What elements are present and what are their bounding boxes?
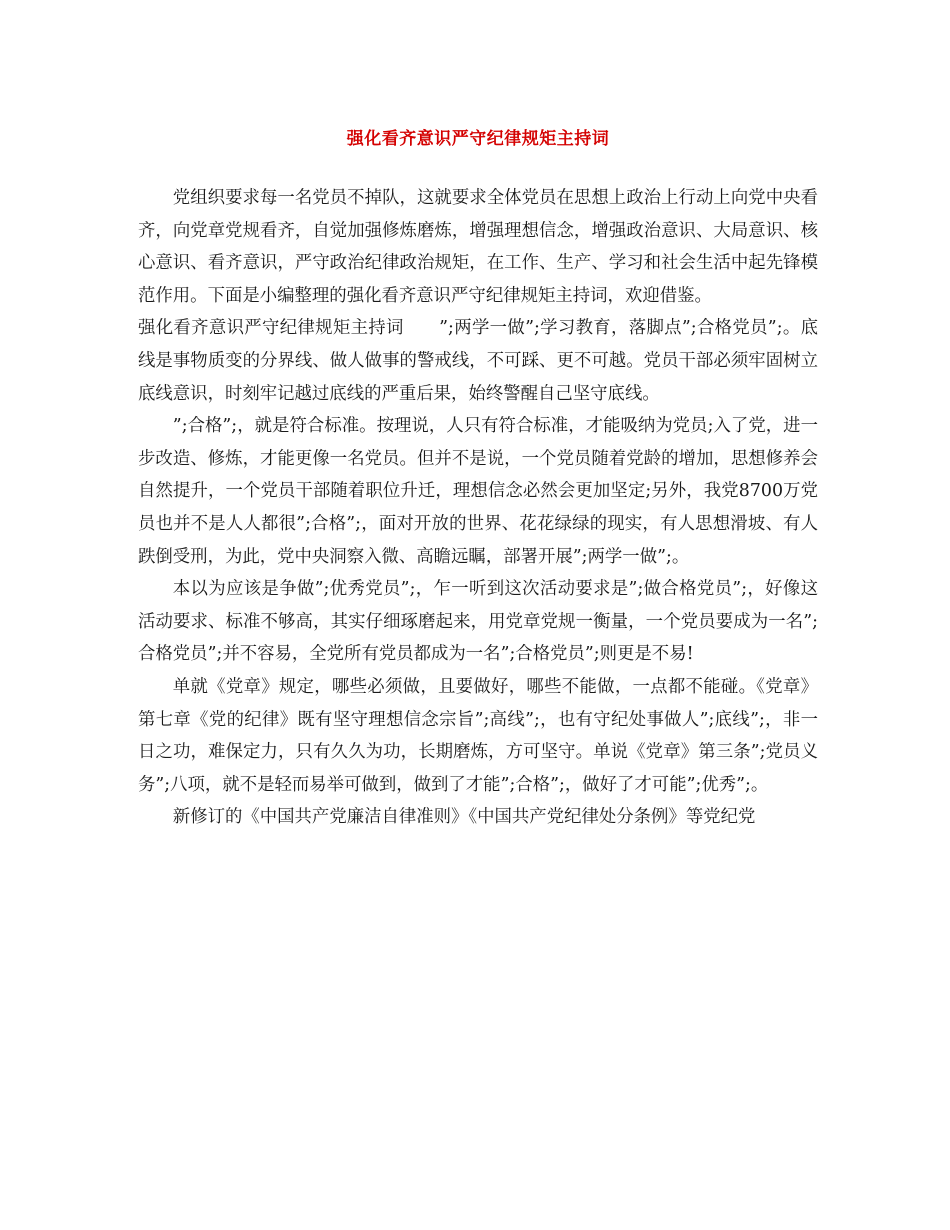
document-title: 强化看齐意识严守纪律规矩主持词	[346, 129, 610, 149]
paragraph-qualified: ”;合格”;，就是符合标准。按理说，人只有符合标准，才能吸纳为党员;入了党，进一步改造、修炼，才能更像一名党员。但并不是说，一个党员随着党龄的增加，思想修养会自然提升，一个党员干部随着职位升迁，理想信念必然会更加坚定;另外，我党8700万党员也并不是人人都很”;合格”;，面对开放的世界、花花绿绿的现实，有人思想滑坡、有人跌倒受刑，为此，党中央洞察入微、高瞻远瞩，部署开展”;两学一做”;。	[138, 416, 818, 567]
paragraph-new-regulations: 新修订的《中国共产党廉洁自律准则》《中国共产党纪律处分条例》等党纪党	[172, 807, 756, 828]
document-body	[138, 182, 818, 834]
paragraph-bottom-line: 强化看齐意识严守纪律规矩主持词 ”;两学一做”;学习教育，落脚点”;合格党员”;。底线是事物质变的分界线、做人做事的警戒线，不可踩、更不可越。党员干部必须牢固树立底线意识，时刻牢记越过底线的严重后果，始终警醒自己坚守底线。	[138, 318, 818, 404]
paragraph-excellent: 本以为应该是争做”;优秀党员”;，乍一听到这次活动要求是”;做合格党员”;，好像这活动要求、标准不够高，其实仔细琢磨起来，用党章党规一衡量，一个党员要成为一名”;合格党员”;并不容易，全党所有党员都成为一名”;合格党员”;则更是不易!	[138, 579, 818, 665]
paragraph-party-constitution: 单就《党章》规定，哪些必须做，且要做好，哪些不能做，一点都不能碰。《党章》第七章《党的纪律》既有坚守理想信念宗旨”;高线”;，也有守纪处事做人”;底线”;，非一日之功，难保定力，只有久久为功，长期磨炼，方可坚守。单说《党章》第三条”;党员义务”;八项，就不是轻而易举可做到，做到了才能”;合格”;，做好了才可能”;优秀”;。	[138, 676, 818, 795]
document-page	[138, 0, 818, 1230]
paragraph-intro: 党组织要求每一名党员不掉队，这就要求全体党员在思想上政治上行动上向党中央看齐，向党章党规看齐，自觉加强修炼磨炼，增强理想信念，增强政治意识、大局意识、核心意识、看齐意识，严守政治纪律政治规矩，在工作、生产、学习和社会生活中起先锋模范作用。下面是小编整理的强化看齐意识严守纪律规矩主持词，欢迎借鉴。	[138, 188, 818, 306]
